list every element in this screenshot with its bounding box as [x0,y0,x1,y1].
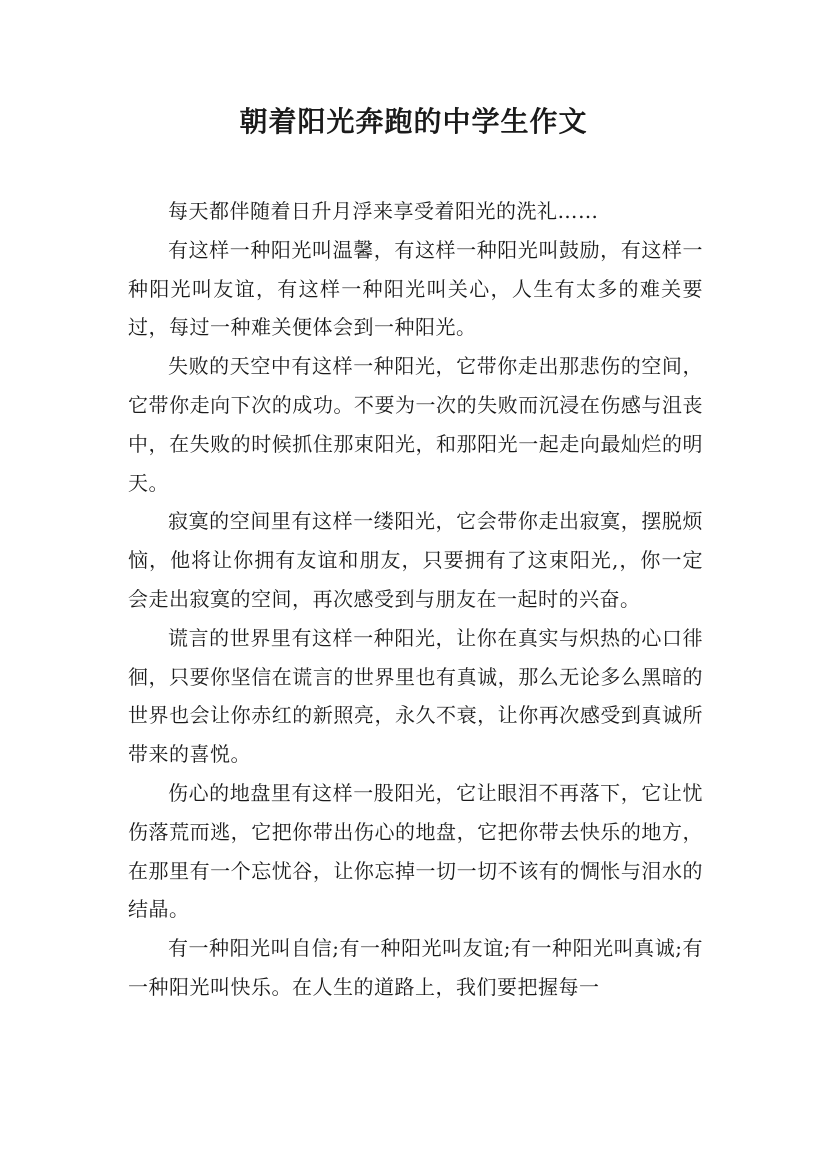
paragraph-3: 失败的天空中有这样一种阳光，它带你走出那悲伤的空间，它带你走向下次的成功。不要为一次的失败而沉浸在伤感与沮丧中，在失败的时候抓住那束阳光，和那阳光一起走向最灿烂的明天。 [128,354,703,495]
paragraph-7: 有一种阳光叫自信;有一种阳光叫友谊;有一种阳光叫真诚;有一种阳光叫快乐。在人生的道路上，我们要把握每一 [128,936,703,999]
paragraph-2: 有这样一种阳光叫温馨，有这样一种阳光叫鼓励，有这样一种阳光叫友谊，有这样一种阳光叫关心，人生有太多的难关要过，每过一种难关便体会到一种阳光。 [128,237,703,340]
paragraph-5: 谎言的世界里有这样一种阳光，让你在真实与炽热的心口徘徊，只要你坚信在谎言的世界里也有真诚，那么无论多么黑暗的世界也会让你赤红的新照亮，永久不衰，让你再次感受到真诚所带来的喜悦。 [128,625,703,767]
paragraph-6: 伤心的地盘里有这样一股阳光，它让眼泪不再落下，它让忧伤落荒而逃，它把你带出伤心的地盘，它把你带去快乐的地方，在那里有一个忘忧谷，让你忘掉一切一切不该有的惆怅与泪水的结晶。 [128,780,703,922]
document-body [128,192,703,1007]
paragraph-1: 每天都伴随着日升月浮来享受着阳光的洗礼…… [168,199,599,223]
paragraph-4: 寂寞的空间里有这样一缕阳光，它会带你走出寂寞，摆脱烦恼，他将让你拥有友谊和朋友，只要拥有了这束阳光,，你一定会走出寂寞的空间，再次感受到与朋友在一起时的兴奋。 [128,509,703,611]
document-title: 朝着阳光奔跑的中学生作文 [239,105,588,138]
